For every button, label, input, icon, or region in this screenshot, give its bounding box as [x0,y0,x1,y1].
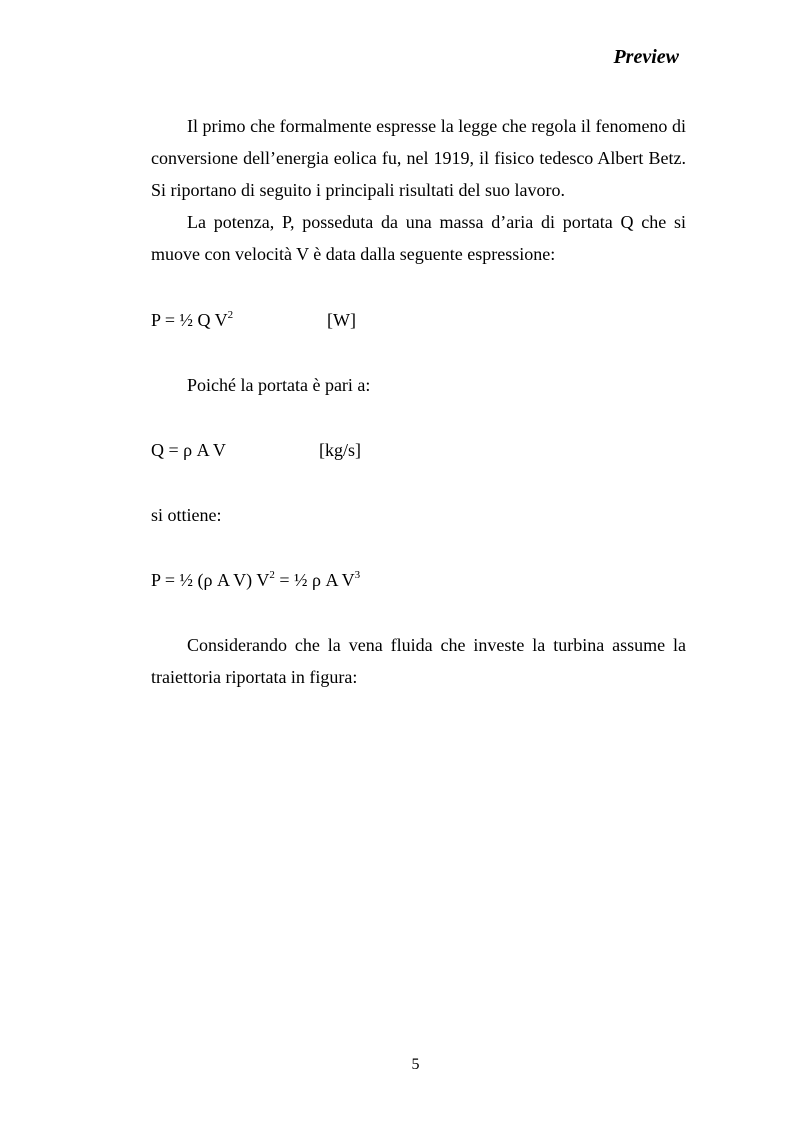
formula-flow-rate [151,434,686,466]
paragraph-trajectory: Considerando che la vena fluida che investe la turbina assume la traiettoria riportata in figura: [151,635,686,687]
formula-flow-rate-unit: [kg/s] [319,440,361,460]
document-body [151,110,686,693]
formula-power-expanded [151,564,686,596]
formula-power-expression: P = ½ Q V [151,310,228,330]
formula-power [151,304,686,336]
formula-expanded-exponent2: 3 [354,569,361,581]
formula-power-exponent: 2 [227,309,234,321]
paragraph-betz-intro: Il primo che formalmente espresse la legge che regola il fenomeno di conversione dell’energia eolica fu, nel 1919, il fisico tedesco Albert Betz. Si riportano di seguito i principali risultati del suo lavoro. [151,116,686,200]
formula-expanded-part2: = ½ ρ A V [274,570,355,590]
paragraph-flow-rate: Poiché la portata è pari a: [187,375,371,395]
formula-power-unit: [W] [327,310,356,330]
preview-header: Preview [613,46,679,68]
paragraph-power-definition: La potenza, P, posseduta da una massa d’aria di portata Q che si muove con velocità V è data dalla seguente espressione: [151,212,686,264]
page-number: 5 [411,1056,420,1073]
formula-expanded-exponent1: 2 [269,569,275,581]
formula-flow-rate-expression: Q = ρ A V [151,440,226,460]
paragraph-result-intro: si ottiene: [151,505,222,525]
formula-expanded-part1: P = ½ (ρ A V) V [151,570,270,590]
